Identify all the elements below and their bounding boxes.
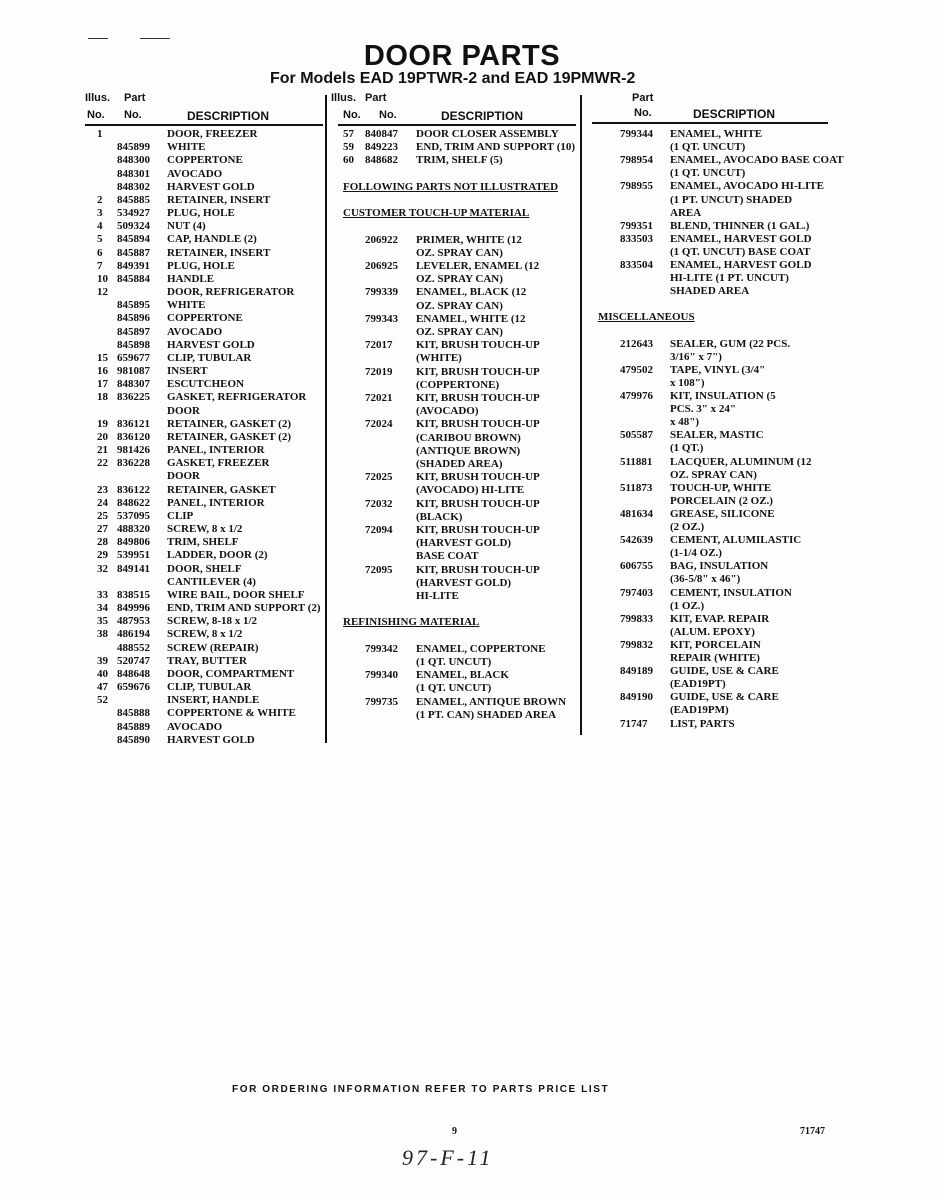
illus-number: 29: [97, 549, 108, 562]
header-rule: [338, 124, 576, 126]
part-description: GASKET, FREEZER: [167, 457, 270, 470]
part-number: 840847: [365, 128, 398, 140]
part-description: (2 OZ.): [670, 521, 705, 533]
illus-number: 6: [97, 246, 103, 259]
part-description: KIT, BRUSH TOUCH-UP: [416, 497, 540, 510]
column-divider: [325, 95, 327, 743]
part-number: 836122: [117, 483, 150, 496]
illus-number: 59: [343, 141, 354, 154]
illus-number: 32: [97, 562, 108, 575]
section-heading: MISCELLANEOUS: [598, 311, 695, 324]
part-number: 606755: [620, 560, 653, 573]
part-number: 539951: [117, 549, 150, 562]
part-number: 849190: [620, 691, 653, 704]
part-description: PCS. 3" x 24": [670, 403, 736, 416]
part-description: (AVOCADO) HI-LITE: [416, 484, 525, 497]
part-number: 659677: [117, 351, 150, 364]
part-description: DOOR CLOSER ASSEMBLY: [416, 128, 559, 140]
description-header: DESCRIPTION: [441, 109, 524, 123]
illus-number: 39: [97, 654, 108, 667]
part-description: ENAMEL, WHITE: [670, 128, 763, 140]
part-number: 845885: [117, 193, 150, 206]
illus-number: 21: [97, 444, 108, 457]
part-description: BASE COAT: [416, 550, 479, 563]
part-description: (ANTIQUE BROWN): [416, 444, 521, 457]
illus-number: 34: [97, 602, 108, 615]
part-number: 520747: [117, 654, 150, 667]
part-description: DOOR, SHELF: [167, 562, 242, 575]
part-description: SHADED AREA: [670, 285, 750, 298]
illus-number: 7: [97, 259, 103, 272]
part-number: 981426: [117, 444, 150, 457]
part-description: (EAD19PM): [670, 704, 729, 717]
part-description: LACQUER, ALUMINUM (12: [670, 455, 812, 468]
part-description: SCREW (REPAIR): [167, 641, 259, 654]
part-number: 845887: [117, 246, 150, 259]
part-description: ENAMEL, HARVEST GOLD: [670, 259, 812, 271]
part-number: 836228: [117, 457, 150, 470]
part-description: TRIM, SHELF (5): [416, 154, 503, 167]
part-number: 799344: [620, 128, 653, 140]
part-description: KIT, INSULATION (5: [670, 390, 776, 402]
part-number: 799735: [365, 695, 398, 708]
part-description: (1-1/4 OZ.): [670, 547, 722, 560]
part-number: 206922: [365, 233, 398, 246]
part-description: DOOR: [167, 404, 200, 417]
part-description: ENAMEL, AVOCADO HI-LITE: [670, 180, 824, 193]
illus-number: 52: [97, 694, 108, 707]
part-description: (COPPERTONE): [416, 378, 500, 391]
part-number: 836120: [117, 430, 150, 443]
part-number: 486194: [117, 628, 150, 641]
description-header: DESCRIPTION: [693, 107, 776, 121]
part-description: OZ. SPRAY CAN): [416, 326, 503, 338]
part-number: 845888: [117, 707, 150, 720]
illus-number: 17: [97, 378, 108, 391]
part-description: (1 QT. UNCUT) BASE COAT: [670, 245, 811, 258]
part-description: OZ. SPRAY CAN): [416, 273, 503, 286]
part-description: KIT, BRUSH TOUCH-UP: [416, 339, 540, 352]
part-description: (CARIBOU BROWN): [416, 431, 521, 444]
part-number: 799832: [620, 638, 653, 651]
part-description: AVOCADO: [167, 325, 223, 338]
part-number: 798954: [620, 154, 653, 167]
header-rule: [85, 124, 323, 126]
part-description: DOOR, REFRIGERATOR: [167, 286, 295, 299]
illus-number: 19: [97, 417, 108, 430]
illus-number: 2: [97, 193, 103, 206]
illus-number: 12: [97, 286, 108, 299]
illus-number: 10: [97, 272, 108, 285]
part-number: 72019: [365, 365, 393, 378]
part-description: (BLACK): [416, 510, 463, 523]
part-description: DOOR, COMPARTMENT: [167, 667, 295, 680]
part-number: 845896: [117, 312, 150, 325]
part-number: 537095: [117, 509, 150, 522]
part-description: 3/16" x 7"): [670, 350, 722, 363]
part-description: KIT, BRUSH TOUCH-UP: [416, 392, 540, 404]
column-divider: [580, 95, 582, 735]
part-header: Part: [632, 92, 654, 104]
part-number: 833503: [620, 232, 653, 245]
part-number: 845898: [117, 338, 150, 351]
part-description: (SHADED AREA): [416, 458, 503, 470]
page-number: 9: [452, 1126, 457, 1137]
part-description: WHITE: [167, 141, 206, 154]
part-description: RETAINER, GASKET (2): [167, 430, 291, 443]
part-description: GREASE, SILICONE: [670, 507, 775, 520]
part-description: SEALER, MASTIC: [670, 429, 764, 442]
part-description: ENAMEL, COPPERTONE: [416, 642, 546, 655]
part-no-header: No.: [634, 107, 652, 119]
part-description: DOOR: [167, 470, 200, 483]
part-number: 848682: [365, 154, 398, 167]
part-number: 799340: [365, 669, 398, 682]
illus-number: 16: [97, 365, 108, 378]
part-description: LADDER, DOOR (2): [167, 549, 268, 562]
part-number: 505587: [620, 429, 653, 442]
part-number: 511873: [620, 481, 653, 494]
part-number: 511881: [620, 455, 653, 468]
part-number: 659676: [117, 681, 150, 694]
part-number: 797403: [620, 586, 653, 599]
part-number: 849189: [620, 665, 653, 678]
part-number: 542639: [620, 534, 653, 547]
part-header: Part: [124, 92, 146, 104]
header-rule: [592, 122, 828, 124]
scan-artifact: [140, 38, 170, 39]
illus-number: 33: [97, 588, 108, 601]
part-number: 481634: [620, 507, 653, 520]
part-number: 799351: [620, 219, 653, 232]
part-description: (1 QT. UNCUT): [670, 167, 746, 180]
part-description: RETAINER, GASKET (2): [167, 417, 291, 430]
part-description: GUIDE, USE & CARE: [670, 665, 779, 678]
part-description: ENAMEL, ANTIQUE BROWN: [416, 695, 567, 708]
part-number: 845897: [117, 325, 150, 338]
part-description: KIT, BRUSH TOUCH-UP: [416, 563, 540, 576]
illus-number: 25: [97, 509, 108, 522]
part-description: (HARVEST GOLD): [416, 537, 512, 550]
illus-no-header: No.: [343, 109, 361, 121]
part-description: SCREW, 8 x 1/2: [167, 628, 243, 641]
part-description: SEALER, GUM (22 PCS.: [670, 337, 791, 350]
part-description: END, TRIM AND SUPPORT (10): [416, 141, 576, 154]
part-number: 206925: [365, 260, 398, 272]
part-number: 836121: [117, 417, 150, 430]
part-description: HI-LITE: [416, 590, 459, 602]
part-header: Part: [365, 92, 387, 104]
part-number: 848302: [117, 180, 150, 193]
part-description: KIT, BRUSH TOUCH-UP: [416, 471, 540, 484]
part-number: 479502: [620, 363, 653, 376]
part-number: 849806: [117, 536, 150, 549]
illus-number: 28: [97, 536, 108, 549]
part-number: 72095: [365, 563, 393, 576]
part-description: RETAINER, INSERT: [167, 193, 271, 206]
part-description: GASKET, REFRIGERATOR: [167, 391, 307, 404]
part-description: COPPERTONE: [167, 312, 243, 325]
part-description: ESCUTCHEON: [167, 378, 245, 391]
part-description: LIST, PARTS: [670, 717, 735, 730]
part-description: NUT (4): [167, 220, 206, 233]
illus-number: 5: [97, 233, 103, 246]
part-description: (1 QT. UNCUT): [416, 682, 492, 695]
part-description: (1 QT.): [670, 442, 704, 455]
part-number: 848648: [117, 667, 150, 680]
page-title: DOOR PARTS: [363, 40, 561, 72]
illus-number: 38: [97, 628, 108, 641]
part-description: TOUCH-UP, WHITE: [670, 481, 772, 494]
part-number: 72094: [365, 524, 393, 536]
part-description: (HARVEST GOLD): [416, 576, 512, 589]
section-heading: CUSTOMER TOUCH-UP MATERIAL: [343, 207, 530, 220]
scan-artifact: [88, 38, 108, 39]
part-number: 72021: [365, 392, 393, 404]
part-description: CLIP, TUBULAR: [167, 681, 252, 694]
part-number: 72025: [365, 471, 393, 484]
illus-number: 3: [97, 207, 103, 220]
part-number: 488552: [117, 641, 150, 654]
part-number: 479976: [620, 390, 653, 402]
part-description: CEMENT, INSULATION: [670, 586, 792, 599]
part-description: PANEL, INTERIOR: [167, 444, 265, 457]
part-description: (EAD19PT): [670, 678, 726, 691]
part-description: INSERT, HANDLE: [167, 694, 260, 707]
part-description: HARVEST GOLD: [167, 733, 255, 746]
part-number: 845890: [117, 733, 150, 746]
part-description: CLIP, TUBULAR: [167, 351, 252, 364]
part-number: 845884: [117, 272, 150, 285]
part-number: 72017: [365, 339, 393, 352]
part-description: KIT, BRUSH TOUCH-UP: [416, 365, 540, 378]
part-description: SCREW, 8 x 1/2: [167, 523, 243, 536]
part-description: (1 QT. UNCUT): [416, 656, 492, 668]
part-description: SCREW, 8-18 x 1/2: [167, 615, 258, 628]
part-description: KIT, PORCELAIN: [670, 638, 761, 651]
part-number: 799343: [365, 312, 398, 325]
part-description: HI-LITE (1 PT. UNCUT): [670, 272, 789, 285]
description-header: DESCRIPTION: [187, 109, 270, 123]
part-description: TAPE, VINYL (3/4": [670, 363, 766, 376]
part-number: 845894: [117, 233, 150, 246]
illus-number: 40: [97, 667, 108, 680]
part-description: TRAY, BUTTER: [167, 654, 247, 667]
section-heading: FOLLOWING PARTS NOT ILLUSTRATED: [343, 180, 559, 193]
part-description: ENAMEL, AVOCADO BASE COAT: [670, 154, 844, 167]
part-description: BAG, INSULATION: [670, 560, 769, 573]
part-description: CANTILEVER (4): [167, 575, 256, 588]
part-description: WIRE BAIL, DOOR SHELF: [167, 588, 305, 601]
document-number: 71747: [800, 1126, 825, 1137]
part-number: 836225: [117, 391, 150, 404]
part-number: 72032: [365, 497, 393, 510]
part-number: 212643: [620, 337, 653, 350]
part-no-header: No.: [124, 109, 142, 121]
part-description: REPAIR (WHITE): [670, 652, 760, 664]
part-number: 848622: [117, 496, 150, 509]
part-number: 72024: [365, 418, 393, 431]
ordering-note: FOR ORDERING INFORMATION REFER TO PARTS PRICE LIST: [232, 1084, 610, 1095]
illus-number: 15: [97, 351, 108, 364]
part-description: ENAMEL, BLACK (12: [416, 286, 527, 299]
part-number: 981087: [117, 365, 150, 378]
part-description: CEMENT, ALUMILASTIC: [670, 534, 802, 547]
part-number: 849391: [117, 259, 150, 272]
illus-number: 4: [97, 220, 103, 233]
part-description: INSERT: [167, 365, 208, 378]
part-number: 845895: [117, 299, 150, 312]
part-description: DOOR, FREEZER: [167, 128, 258, 140]
part-description: COPPERTONE & WHITE: [167, 707, 296, 720]
part-number: 534927: [117, 207, 150, 220]
part-description: ENAMEL, HARVEST GOLD: [670, 232, 812, 245]
part-description: (AVOCADO): [416, 405, 479, 418]
part-description: (1 QT. UNCUT): [670, 141, 746, 154]
illus-number: 1: [97, 128, 103, 140]
part-description: PORCELAIN (2 OZ.): [670, 494, 773, 507]
handwritten-note: 97-F-11: [402, 1145, 494, 1170]
part-no-header: No.: [379, 109, 397, 121]
part-number: 798955: [620, 180, 653, 193]
part-number: 848301: [117, 167, 150, 180]
part-number: 849996: [117, 602, 150, 615]
part-description: TRIM, SHELF: [167, 536, 239, 549]
part-description: HARVEST GOLD: [167, 338, 255, 351]
page-subtitle: For Models EAD 19PTWR-2 and EAD 19PMWR-2: [270, 70, 636, 87]
part-description: KIT, BRUSH TOUCH-UP: [416, 524, 540, 536]
section-heading: REFINISHING MATERIAL: [343, 616, 480, 629]
illus-number: 23: [97, 483, 108, 496]
illus-no-header: No.: [87, 109, 105, 121]
part-description: (1 PT. UNCUT) SHADED: [670, 193, 793, 206]
part-description: HANDLE: [167, 272, 215, 285]
part-description: END, TRIM AND SUPPORT (2): [167, 602, 321, 615]
part-description: CLIP: [167, 509, 194, 522]
part-description: AVOCADO: [167, 167, 223, 180]
part-number: 799833: [620, 612, 653, 625]
illus-number: 60: [343, 154, 354, 167]
part-description: ENAMEL, WHITE (12: [416, 312, 526, 325]
part-number: 849223: [365, 141, 398, 154]
illus-number: 20: [97, 430, 108, 443]
part-description: RETAINER, INSERT: [167, 246, 271, 259]
part-description: OZ. SPRAY CAN): [416, 246, 503, 259]
part-description: (1 PT. CAN) SHADED AREA: [416, 708, 557, 721]
illus-number: 18: [97, 391, 108, 404]
part-description: LEVELER, ENAMEL (12: [416, 260, 540, 272]
part-number: 849141: [117, 562, 150, 575]
part-description: HARVEST GOLD: [167, 180, 255, 193]
part-description: PANEL, INTERIOR: [167, 496, 265, 509]
part-number: 845889: [117, 720, 150, 733]
part-description: x 108"): [670, 376, 705, 389]
part-description: BLEND, THINNER (1 GAL.): [670, 219, 810, 232]
illus-number: 24: [97, 496, 108, 509]
part-description: OZ. SPRAY CAN): [416, 299, 503, 312]
part-description: PLUG, HOLE: [167, 259, 235, 272]
part-description: PRIMER, WHITE (12: [416, 233, 522, 246]
part-description: x 48"): [670, 416, 700, 429]
illus-header: Illus.: [331, 92, 357, 104]
part-description: ENAMEL, BLACK: [416, 669, 509, 682]
part-number: 848307: [117, 378, 150, 391]
illus-number: 57: [343, 128, 354, 140]
part-description: WHITE: [167, 299, 206, 312]
illus-number: 35: [97, 615, 108, 628]
part-number: 487953: [117, 615, 150, 628]
part-description: OZ. SPRAY CAN): [670, 468, 757, 481]
part-description: GUIDE, USE & CARE: [670, 691, 779, 704]
part-number: 488320: [117, 523, 150, 536]
part-number: 799342: [365, 642, 398, 655]
part-description: (ALUM. EPOXY): [670, 625, 755, 638]
part-description: CAP, HANDLE (2): [167, 233, 257, 246]
part-description: KIT, BRUSH TOUCH-UP: [416, 418, 540, 431]
part-number: 509324: [117, 220, 150, 233]
illus-header: Illus.: [85, 92, 111, 104]
part-number: 71747: [620, 717, 648, 730]
part-description: PLUG, HOLE: [167, 207, 235, 220]
part-description: COPPERTONE: [167, 154, 243, 167]
part-description: (36-5/8" x 46"): [670, 573, 741, 586]
part-description: (WHITE): [416, 352, 462, 365]
illus-number: 27: [97, 523, 108, 536]
part-number: 833504: [620, 259, 653, 271]
illus-number: 47: [97, 681, 108, 694]
part-description: (1 OZ.): [670, 599, 705, 612]
part-number: 848300: [117, 154, 150, 167]
illus-number: 22: [97, 457, 108, 470]
part-description: RETAINER, GASKET: [167, 483, 276, 496]
part-description: KIT, EVAP. REPAIR: [670, 612, 770, 625]
part-description: AREA: [670, 206, 702, 219]
part-number: 838515: [117, 588, 150, 601]
part-description: AVOCADO: [167, 720, 223, 733]
part-number: 845899: [117, 141, 150, 154]
part-number: 799339: [365, 286, 398, 299]
